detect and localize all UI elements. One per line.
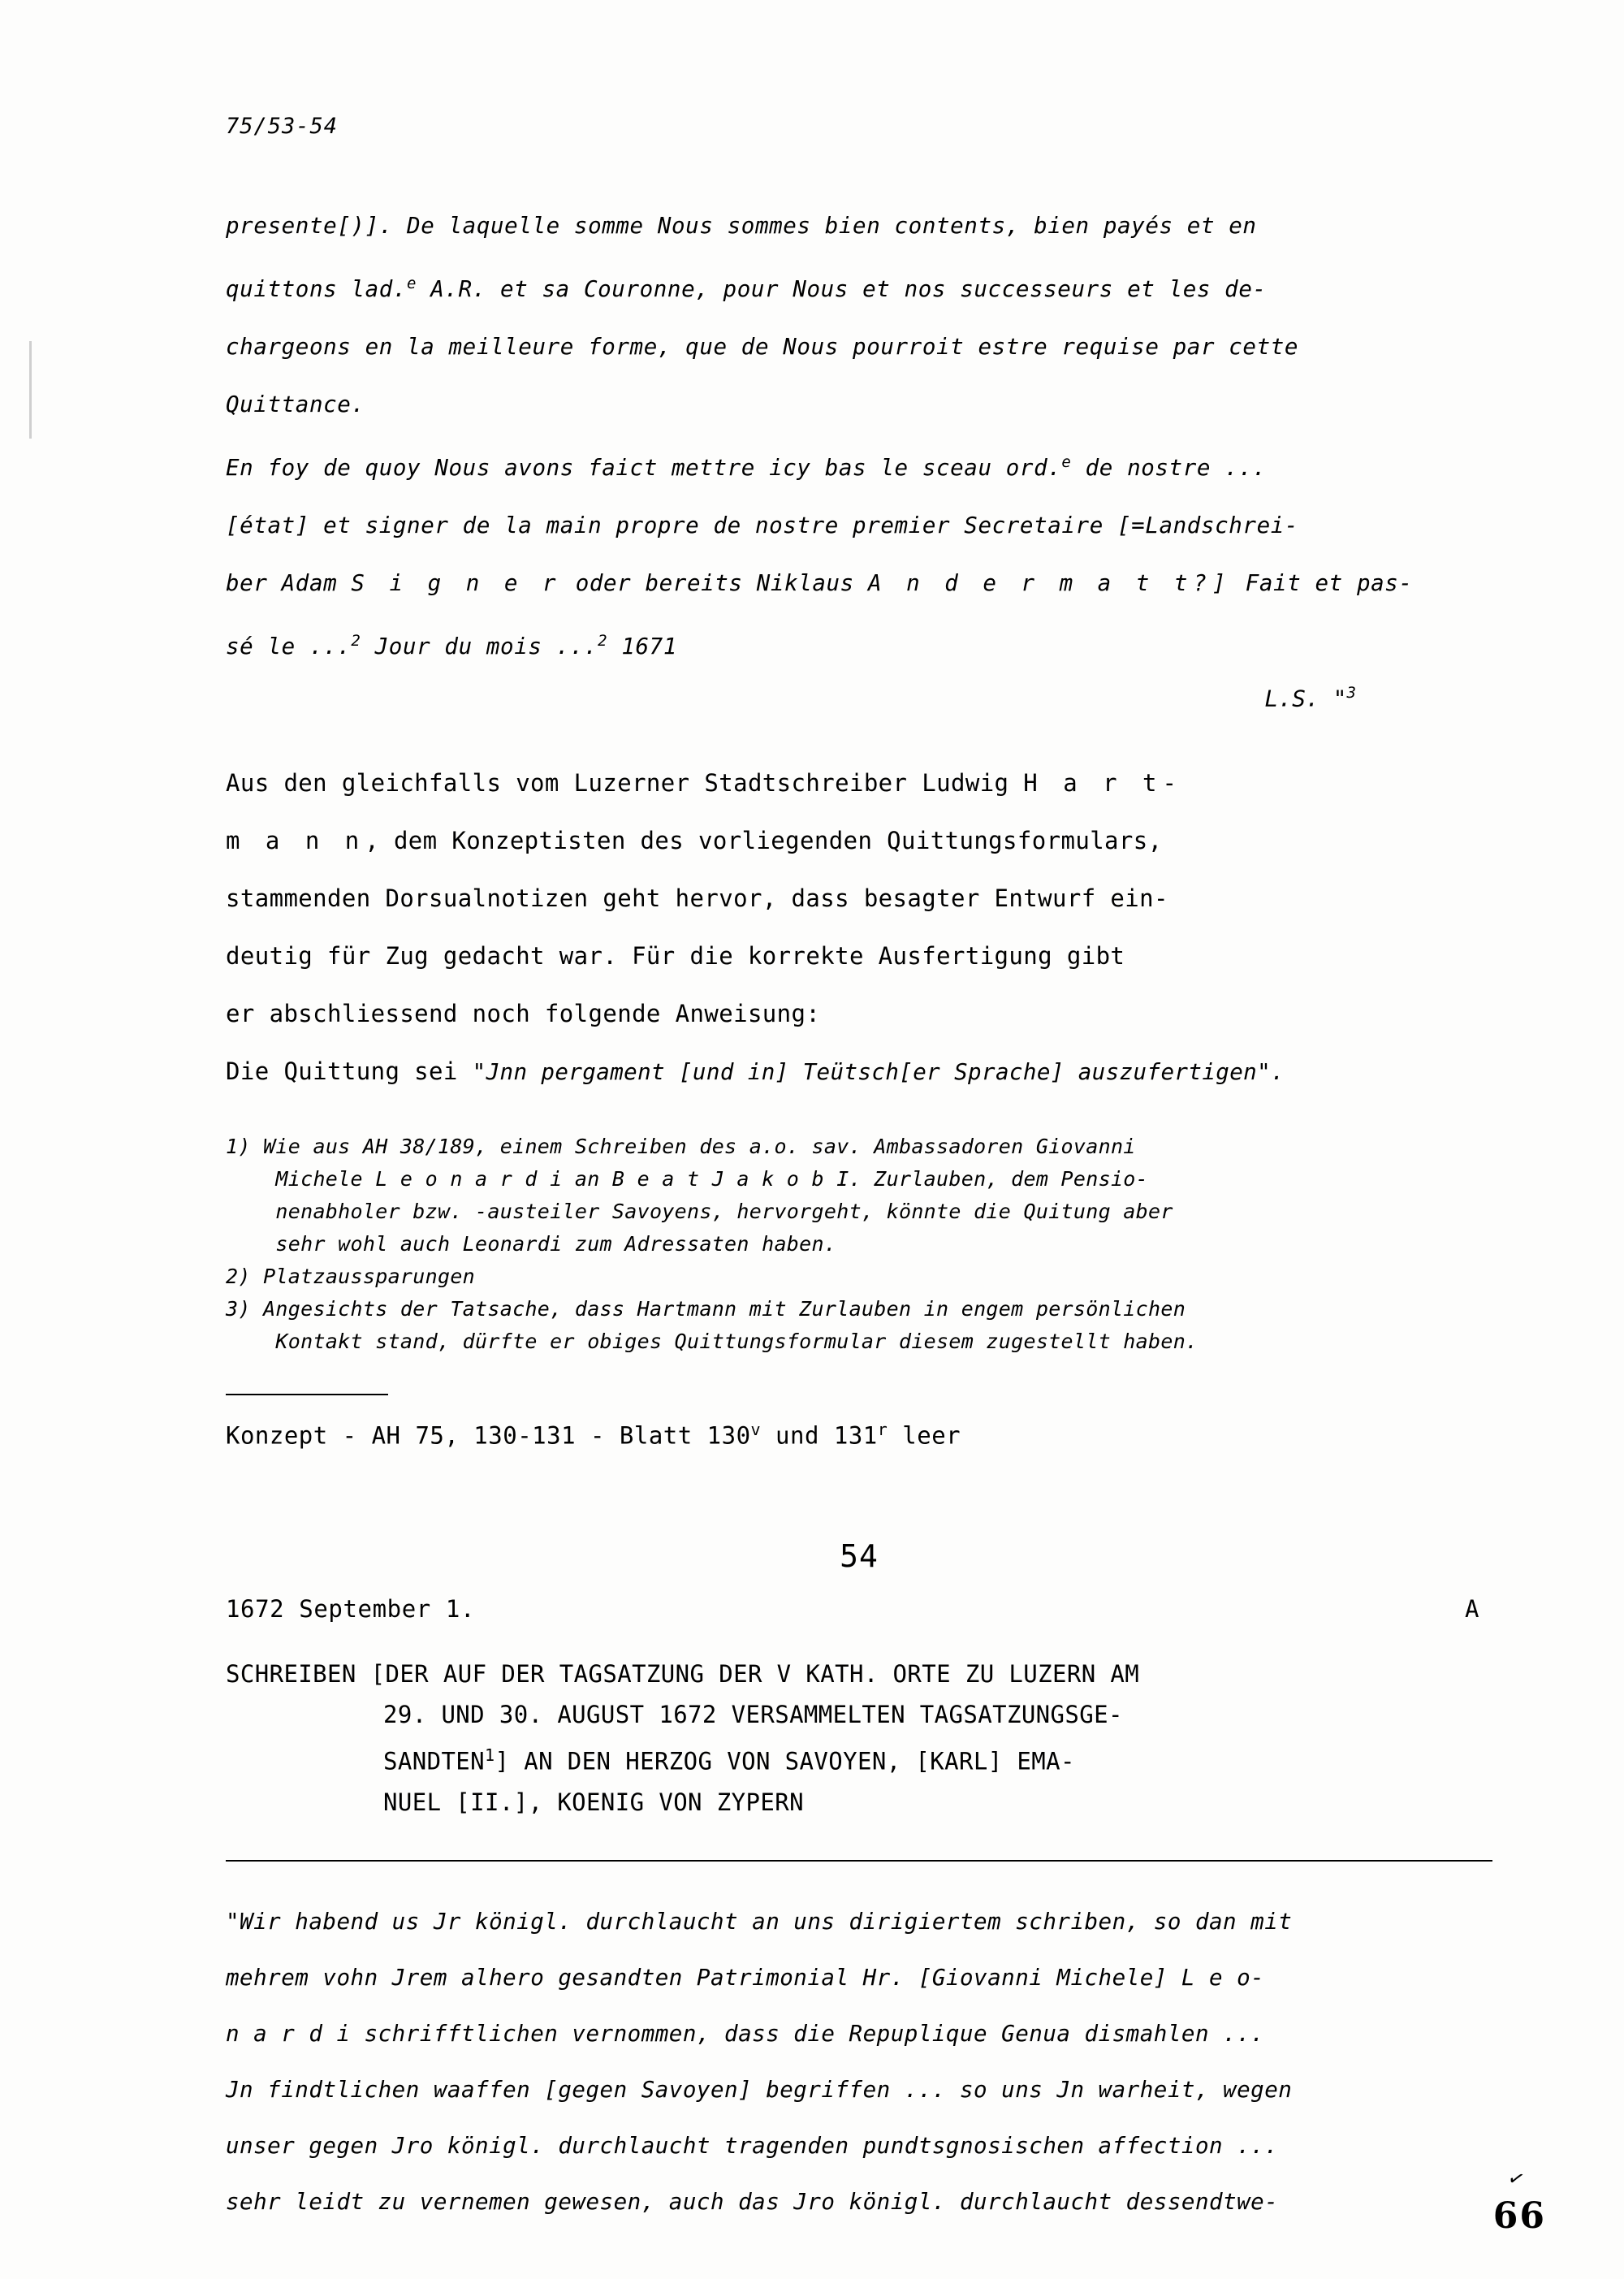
entry-title xyxy=(226,1654,1492,1823)
para2-line4-c: 1671 xyxy=(607,634,677,660)
footnote-2-marker: 2) xyxy=(226,1264,251,1288)
commentary-block xyxy=(226,755,1492,1101)
source-note xyxy=(226,1420,1492,1450)
letter-line-4: Jn findtlichen waaffen [gegen Savoyen] begriffen ... so uns Jn warheit, wegen xyxy=(226,2077,1293,2104)
footnote-3-line-2 xyxy=(226,1325,1492,1358)
footnote-ref-2a: 2 xyxy=(351,632,361,651)
entry-date: 1672 September 1. xyxy=(226,1595,476,1624)
page-content xyxy=(226,114,1492,2230)
quittance-text-block xyxy=(226,197,1492,676)
footnotes-block xyxy=(226,1131,1492,1358)
entry-title-line3-b: ] AN DEN HERZOG VON SAVOYEN, [KARL] EMA- xyxy=(495,1748,1075,1776)
quittance-line-4: Quittance. xyxy=(226,391,365,418)
quittance-line-2-b: A.R. et sa Couronne, pour Nous et nos successeurs et les de- xyxy=(430,276,1267,303)
footnote-2-line-1 xyxy=(226,1261,1492,1293)
commentary-line-4: deutig für Zug gedacht war. Für die korrekte Ausfertigung gibt xyxy=(226,941,1125,970)
footnote-1-line-1 xyxy=(226,1131,1492,1163)
para2-line3-b: oder bereits Niklaus xyxy=(561,570,868,597)
superscript-e: e xyxy=(407,275,417,292)
footnote-ref-1: 1 xyxy=(485,1745,495,1766)
letter-quote-block xyxy=(226,1894,1492,2230)
footnote-ref-3: 3 xyxy=(1346,684,1356,703)
commentary-line-6 xyxy=(226,1043,1492,1101)
footnote-3 xyxy=(226,1293,1492,1325)
footnote-1-line-3 xyxy=(226,1196,1492,1228)
footnote-1-text-3: nenabholer bzw. -austeiler Savoyens, hervorgeht, könnte die Quitung aber xyxy=(275,1199,1173,1223)
para2-line3-a: ber Adam xyxy=(226,570,352,597)
footnote-1-cont-1 xyxy=(226,1163,1492,1196)
commentary-line-5: er abschliessend noch folgende Anweisung: xyxy=(226,999,821,1027)
seal-notation xyxy=(226,684,1492,711)
name-hartmann-b: m a n n xyxy=(226,826,365,854)
para2-line4-b: Jour du mois ... xyxy=(361,634,598,660)
footnote-1 xyxy=(226,1131,1492,1163)
footnote-1-line-4 xyxy=(226,1228,1492,1261)
footnote-1-cont-3 xyxy=(226,1228,1492,1261)
entry-title-line3-a: SANDTEN xyxy=(383,1748,486,1776)
quittance-line-3: chargeons en la meilleure forme, que de Nous pourroit estre requise par cette xyxy=(226,334,1299,361)
entry-header-row xyxy=(226,1595,1492,1623)
name-andermatt: A n d e r m a t t?] xyxy=(868,570,1232,597)
letter-line-5: unser gegen Jro königl. durchlaucht tragenden pundtsgnosischen affection ... xyxy=(226,2133,1279,2160)
para2-line1-b: de nostre ... xyxy=(1071,455,1267,482)
commentary-line2-b: , dem Konzeptisten des vorliegenden Quittungsformulars, xyxy=(365,826,1163,854)
quittance-para2-line-2: [état] et signer de la main propre de nostre premier Secretaire [=Landschrei- xyxy=(226,512,1299,539)
footnote-3-line-1 xyxy=(226,1293,1492,1325)
letter-line-3: n a r d i schrifftlichen vernommen, dass die Repuplique Genua dismahlen ... xyxy=(226,2021,1265,2048)
quittance-line-1: presente[)]. De laquelle somme Nous sommes bien contents, bien payés et en xyxy=(226,213,1257,239)
footnote-3-text-2: Kontakt stand, dürfte er obiges Quittungsformular diesem zugestellt haben. xyxy=(275,1329,1199,1353)
commentary-line-2 xyxy=(226,812,1492,870)
name-hartmann-a: H a r t- xyxy=(1023,768,1182,797)
entry-title-line-2: 29. UND 30. AUGUST 1672 VERSAMMELTEN TAGSATZUNGSGE- xyxy=(383,1701,1123,1729)
check-mark-annotation: ✓ xyxy=(1505,2163,1527,2193)
quittance-para2-line-1 xyxy=(226,434,1492,497)
source-note-a: Konzept - AH 75, 130-131 - Blatt 130 xyxy=(226,1421,751,1450)
footnote-1-text-4: sehr wohl auch Leonardi zum Adressaten haben. xyxy=(275,1231,837,1256)
name-adam-signer: S i g n e r xyxy=(351,570,562,597)
divider-wide xyxy=(226,1860,1492,1862)
footnote-1-marker: 1) xyxy=(226,1134,251,1158)
commentary-line1-a: Aus den gleichfalls vom Luzerner Stadtschreiber Ludwig xyxy=(226,768,1024,797)
footnote-3-marker: 3) xyxy=(226,1296,251,1321)
commentary-line-3: stammenden Dorsualnotizen geht hervor, dass besagter Entwurf ein- xyxy=(226,884,1168,912)
quittance-para2-line-3 xyxy=(226,555,1492,612)
entry-title-line-4: NUEL [II.], KOENIG VON ZYPERN xyxy=(383,1788,804,1817)
footnote-2 xyxy=(226,1261,1492,1293)
commentary-line6-a: Die Quittung sei xyxy=(226,1057,473,1085)
footnote-3-cont-1 xyxy=(226,1325,1492,1358)
folio-verso-marker: v xyxy=(750,1419,762,1439)
footnote-2-text-1: Platzaussparungen xyxy=(263,1264,476,1288)
folio-recto-marker: r xyxy=(877,1419,888,1439)
letter-line-6: sehr leidt zu vernemen gewesen, auch das Jro königl. durchlaucht dessendtwe- xyxy=(226,2189,1279,2216)
folio-reference: 75/53-54 xyxy=(226,114,339,139)
para2-line4-a: sé le ... xyxy=(226,634,352,660)
footnote-1-text-1: Wie aus AH 38/189, einem Schreiben des a.o. sav. Ambassadoren Giovanni xyxy=(263,1134,1136,1158)
margin-mark xyxy=(29,341,32,439)
quittance-line-2-a: quittons lad. xyxy=(226,276,408,303)
commentary-line-1 xyxy=(226,755,1492,812)
superscript-e-2: e xyxy=(1061,453,1072,472)
quoted-instruction: "Jnn pergament [und in] Teütsch[er Sprache] auszufertigen". xyxy=(472,1058,1285,1085)
letter-line-2: mehrem vohn Jrem alhero gesandten Patrimonial Hr. [Giovanni Michele] L e o- xyxy=(226,1965,1265,1991)
para2-line1-a: En foy de quoy Nous avons faict mettre icy bas le sceau ord. xyxy=(226,455,1062,482)
footnote-ref-2b: 2 xyxy=(598,632,608,651)
footnote-1-text-2: Michele L e o n a r d i an B e a t J a k o b I. Zurlauben, dem Pensio- xyxy=(275,1166,1148,1191)
quittance-line-2 xyxy=(226,255,1492,318)
entry-title-line-1: SCHREIBEN [DER AUF DER TAGSATZUNG DER V KATH. ORTE ZU LUZERN AM xyxy=(226,1660,1140,1689)
divider-short xyxy=(226,1394,388,1395)
entry-marker: A xyxy=(1464,1595,1479,1624)
quittance-para2-line-4 xyxy=(226,612,1492,676)
ls-text: L.S. " xyxy=(1264,685,1347,712)
entry-number: 54 xyxy=(840,1538,879,1575)
source-note-c: leer xyxy=(888,1421,961,1450)
footnote-1-line-2 xyxy=(226,1163,1492,1196)
para2-line3-c: Fait et pas- xyxy=(1231,570,1413,597)
letter-line-1: "Wir habend us Jr königl. durchlaucht an uns dirigiertem schriben, so dan mit xyxy=(226,1909,1293,1935)
page-number: 66 xyxy=(1492,2195,1546,2237)
source-note-b: und 131 xyxy=(761,1421,878,1450)
footnote-1-cont-2 xyxy=(226,1196,1492,1228)
footnote-3-text-1: Angesichts der Tatsache, dass Hartmann mit Zurlauben in engem persönlichen xyxy=(263,1296,1186,1321)
entry-title-line-3 xyxy=(226,1735,1492,1782)
